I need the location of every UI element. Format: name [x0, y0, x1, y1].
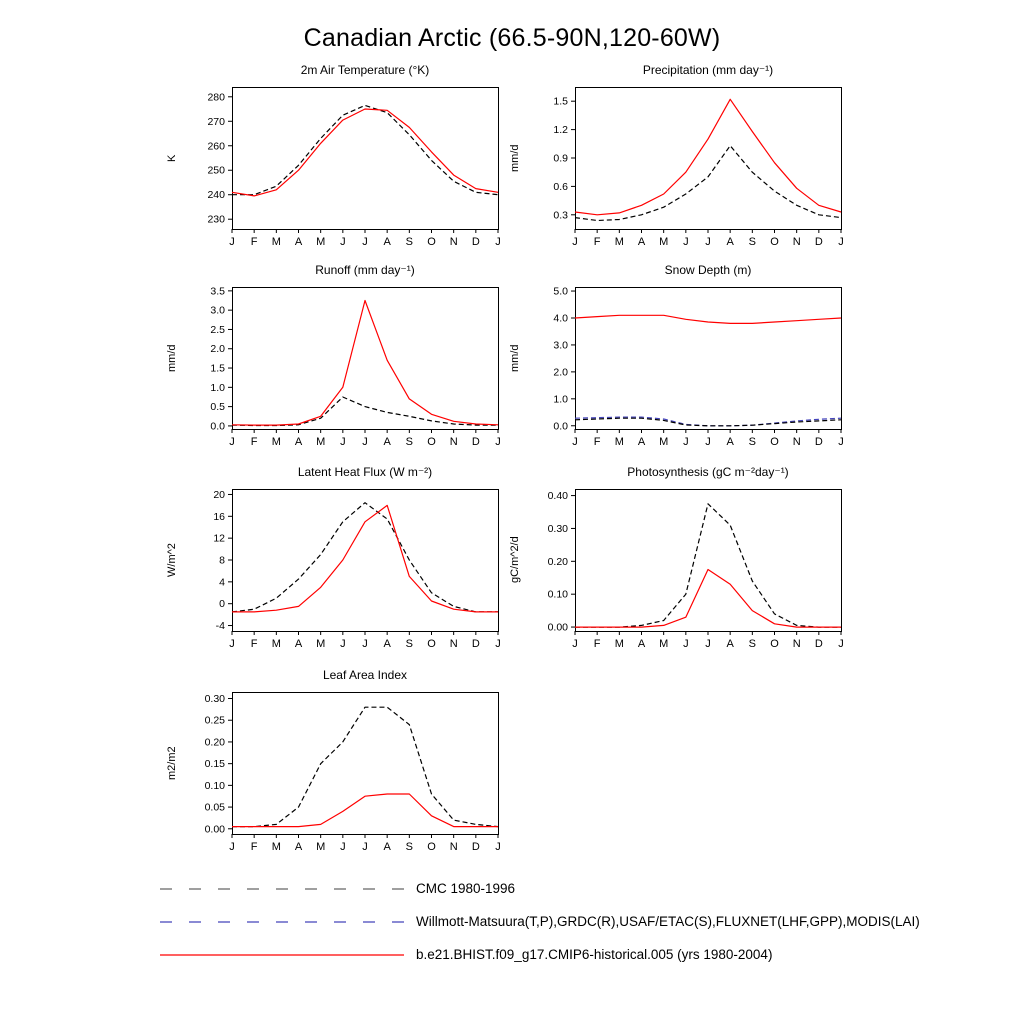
- svg-text:260: 260: [207, 140, 225, 153]
- svg-text:A: A: [294, 236, 303, 248]
- y-axis-label: K: [166, 154, 178, 162]
- svg-text:N: N: [449, 236, 458, 248]
- svg-text:M: M: [271, 236, 281, 248]
- svg-text:O: O: [427, 841, 436, 853]
- svg-text:M: M: [316, 236, 326, 248]
- svg-text:J: J: [340, 841, 346, 853]
- chart-leaf-area-index: [162, 668, 510, 868]
- svg-text:J: J: [495, 841, 501, 853]
- svg-text:0.40: 0.40: [547, 490, 568, 503]
- legend: [158, 872, 920, 971]
- chart-body: [162, 81, 510, 253]
- svg-text:N: N: [449, 841, 458, 853]
- svg-text:A: A: [726, 436, 734, 448]
- svg-text:3.0: 3.0: [553, 339, 568, 352]
- svg-text:230: 230: [207, 213, 225, 226]
- svg-text:0.20: 0.20: [204, 736, 225, 749]
- chart-latent-heat-flux: [162, 465, 510, 665]
- svg-text:J: J: [495, 638, 501, 650]
- runoff-plot-canvas: [182, 281, 504, 453]
- latent-heat-flux-plot-canvas: [182, 483, 504, 655]
- svg-text:2.5: 2.5: [210, 323, 225, 336]
- solid-red-line-sample: [158, 949, 406, 961]
- svg-text:M: M: [271, 638, 281, 650]
- svg-text:J: J: [838, 638, 844, 650]
- svg-text:M: M: [659, 638, 669, 650]
- chart-2m-air-temperature: [162, 63, 510, 263]
- svg-text:F: F: [593, 638, 601, 650]
- svg-text:M: M: [271, 436, 281, 448]
- y-axis-label: mm/d: [166, 344, 178, 372]
- svg-text:J: J: [683, 236, 689, 248]
- svg-text:J: J: [362, 436, 368, 448]
- svg-text:D: D: [814, 638, 823, 650]
- svg-text:S: S: [405, 841, 414, 853]
- svg-text:3.5: 3.5: [210, 285, 225, 298]
- svg-text:M: M: [316, 436, 326, 448]
- svg-text:0: 0: [219, 598, 225, 611]
- svg-text:M: M: [614, 236, 624, 248]
- y-axis-label: W/m^2: [166, 543, 178, 577]
- svg-text:J: J: [362, 236, 368, 248]
- svg-text:A: A: [637, 236, 646, 248]
- legend-item-willmott-matsuura: [158, 905, 920, 938]
- svg-text:A: A: [383, 236, 391, 248]
- svg-text:J: J: [572, 236, 578, 248]
- svg-text:1.0: 1.0: [210, 381, 225, 394]
- svg-text:A: A: [294, 841, 303, 853]
- svg-text:D: D: [471, 841, 480, 853]
- svg-text:J: J: [229, 841, 235, 853]
- svg-text:F: F: [250, 841, 258, 853]
- svg-text:A: A: [383, 638, 391, 650]
- legend-item-model-run: [158, 938, 920, 971]
- chart-body: [505, 483, 853, 655]
- svg-text:F: F: [593, 436, 601, 448]
- svg-text:S: S: [748, 436, 757, 448]
- svg-text:A: A: [637, 638, 646, 650]
- svg-text:0.05: 0.05: [204, 801, 225, 814]
- svg-text:0.30: 0.30: [547, 522, 568, 535]
- svg-text:J: J: [229, 638, 235, 650]
- photosynthesis-plot-canvas: [525, 483, 847, 655]
- svg-text:M: M: [614, 436, 624, 448]
- svg-text:0.6: 0.6: [553, 180, 568, 193]
- svg-text:N: N: [449, 436, 458, 448]
- precipitation-plot-canvas: [525, 81, 847, 253]
- svg-text:O: O: [427, 236, 436, 248]
- svg-text:S: S: [405, 638, 414, 650]
- svg-text:S: S: [748, 638, 757, 650]
- svg-text:F: F: [250, 638, 258, 650]
- svg-text:J: J: [572, 638, 578, 650]
- svg-text:8: 8: [219, 554, 225, 567]
- svg-text:J: J: [362, 841, 368, 853]
- svg-text:16: 16: [213, 510, 225, 523]
- chart-photosynthesis: [505, 465, 853, 665]
- svg-text:O: O: [770, 436, 779, 448]
- chart-title: Latent Heat Flux (W m⁻²): [297, 465, 433, 479]
- svg-text:N: N: [792, 436, 801, 448]
- chart-runoff: [162, 263, 510, 463]
- svg-text:0.15: 0.15: [204, 758, 225, 771]
- svg-text:250: 250: [207, 164, 225, 177]
- svg-text:J: J: [495, 436, 501, 448]
- y-axis-label: m2/m2: [166, 746, 178, 780]
- svg-text:O: O: [770, 638, 779, 650]
- svg-text:0.3: 0.3: [553, 209, 568, 222]
- svg-text:S: S: [405, 436, 414, 448]
- y-axis-label: mm/d: [509, 144, 521, 172]
- chart-body: [162, 686, 510, 858]
- dashed-blue-line-sample: [158, 916, 406, 928]
- legend-label: CMC 1980-1996: [416, 881, 516, 896]
- svg-text:J: J: [229, 236, 235, 248]
- svg-text:O: O: [427, 436, 436, 448]
- svg-text:1.5: 1.5: [210, 362, 225, 375]
- svg-text:J: J: [705, 638, 711, 650]
- svg-text:M: M: [271, 841, 281, 853]
- svg-text:J: J: [572, 436, 578, 448]
- svg-text:0.0: 0.0: [553, 420, 568, 433]
- chart-title: Snow Depth (m): [664, 263, 752, 277]
- snow-depth-plot-canvas: [525, 281, 847, 453]
- svg-text:4.0: 4.0: [553, 312, 568, 325]
- svg-text:1.5: 1.5: [553, 95, 568, 108]
- svg-text:D: D: [814, 436, 823, 448]
- svg-text:A: A: [294, 638, 303, 650]
- svg-text:0.00: 0.00: [204, 823, 225, 836]
- svg-text:J: J: [340, 236, 346, 248]
- svg-text:1.2: 1.2: [553, 124, 568, 137]
- svg-text:3.0: 3.0: [210, 304, 225, 317]
- svg-text:N: N: [792, 236, 801, 248]
- svg-text:J: J: [705, 236, 711, 248]
- svg-text:0.10: 0.10: [204, 779, 225, 792]
- svg-text:A: A: [637, 436, 646, 448]
- svg-text:A: A: [294, 436, 303, 448]
- y-axis-label: mm/d: [509, 344, 521, 372]
- svg-text:0.0: 0.0: [210, 420, 225, 433]
- svg-text:A: A: [383, 841, 391, 853]
- svg-text:F: F: [593, 236, 601, 248]
- svg-text:270: 270: [207, 115, 225, 128]
- svg-text:J: J: [838, 236, 844, 248]
- svg-text:J: J: [229, 436, 235, 448]
- svg-text:0.5: 0.5: [210, 401, 225, 414]
- svg-text:J: J: [362, 638, 368, 650]
- chart-body: [505, 81, 853, 253]
- svg-text:F: F: [250, 236, 258, 248]
- svg-text:J: J: [705, 436, 711, 448]
- svg-text:J: J: [495, 236, 501, 248]
- svg-text:0.9: 0.9: [553, 152, 568, 165]
- svg-text:J: J: [683, 638, 689, 650]
- svg-text:S: S: [748, 236, 757, 248]
- svg-text:N: N: [449, 638, 458, 650]
- chart-body: [162, 281, 510, 453]
- svg-text:0.30: 0.30: [204, 693, 225, 706]
- svg-text:D: D: [814, 236, 823, 248]
- svg-text:0.20: 0.20: [547, 555, 568, 568]
- svg-text:M: M: [614, 638, 624, 650]
- svg-text:D: D: [471, 236, 480, 248]
- svg-text:0.10: 0.10: [547, 588, 568, 601]
- svg-text:4: 4: [219, 576, 225, 589]
- svg-text:2.0: 2.0: [210, 343, 225, 356]
- legend-label: Willmott-Matsuura(T,P),GRDC(R),USAF/ETAC(S),FLUXNET(LHF,GPP),MODIS(LAI): [416, 914, 920, 929]
- svg-text:12: 12: [213, 532, 225, 545]
- svg-text:M: M: [316, 638, 326, 650]
- chart-title: Leaf Area Index: [322, 668, 408, 682]
- air-temperature-plot-canvas: [182, 81, 504, 253]
- chart-body: [505, 281, 853, 453]
- svg-text:M: M: [316, 841, 326, 853]
- svg-text:J: J: [340, 436, 346, 448]
- chart-title: Runoff (mm day⁻¹): [315, 263, 415, 277]
- chart-snow-depth: [505, 263, 853, 463]
- chart-precipitation: [505, 63, 853, 263]
- svg-text:J: J: [340, 638, 346, 650]
- chart-title: Precipitation (mm day⁻¹): [642, 63, 774, 77]
- svg-text:O: O: [770, 236, 779, 248]
- legend-label: b.e21.BHIST.f09_g17.CMIP6-historical.005 (yrs 1980-2004): [416, 947, 773, 962]
- svg-text:M: M: [659, 436, 669, 448]
- svg-text:2.0: 2.0: [553, 366, 568, 379]
- svg-text:20: 20: [213, 488, 225, 501]
- chart-title: Photosynthesis (gC m⁻²day⁻¹): [627, 465, 789, 479]
- svg-text:S: S: [405, 236, 414, 248]
- svg-text:D: D: [471, 436, 480, 448]
- svg-text:-4: -4: [215, 620, 225, 633]
- svg-text:5.0: 5.0: [553, 285, 568, 298]
- svg-text:N: N: [792, 638, 801, 650]
- legend-item-cmc: [158, 872, 920, 905]
- leaf-area-index-plot-canvas: [182, 686, 504, 858]
- svg-text:240: 240: [207, 189, 225, 202]
- svg-text:A: A: [726, 236, 734, 248]
- svg-text:1.0: 1.0: [553, 393, 568, 406]
- svg-text:F: F: [250, 436, 258, 448]
- svg-text:A: A: [726, 638, 734, 650]
- svg-text:280: 280: [207, 91, 225, 104]
- chart-body: [162, 483, 510, 655]
- svg-text:J: J: [683, 436, 689, 448]
- y-axis-label: gC/m^2/d: [509, 536, 521, 584]
- dashed-gray-line-sample: [158, 883, 406, 895]
- figure-title: Canadian Arctic (66.5-90N,120-60W): [303, 24, 721, 52]
- svg-text:0.00: 0.00: [547, 621, 568, 634]
- svg-text:J: J: [838, 436, 844, 448]
- chart-title: 2m Air Temperature (°K): [300, 63, 430, 77]
- svg-text:0.25: 0.25: [204, 714, 225, 727]
- svg-text:D: D: [471, 638, 480, 650]
- svg-text:A: A: [383, 436, 391, 448]
- svg-text:M: M: [659, 236, 669, 248]
- svg-text:O: O: [427, 638, 436, 650]
